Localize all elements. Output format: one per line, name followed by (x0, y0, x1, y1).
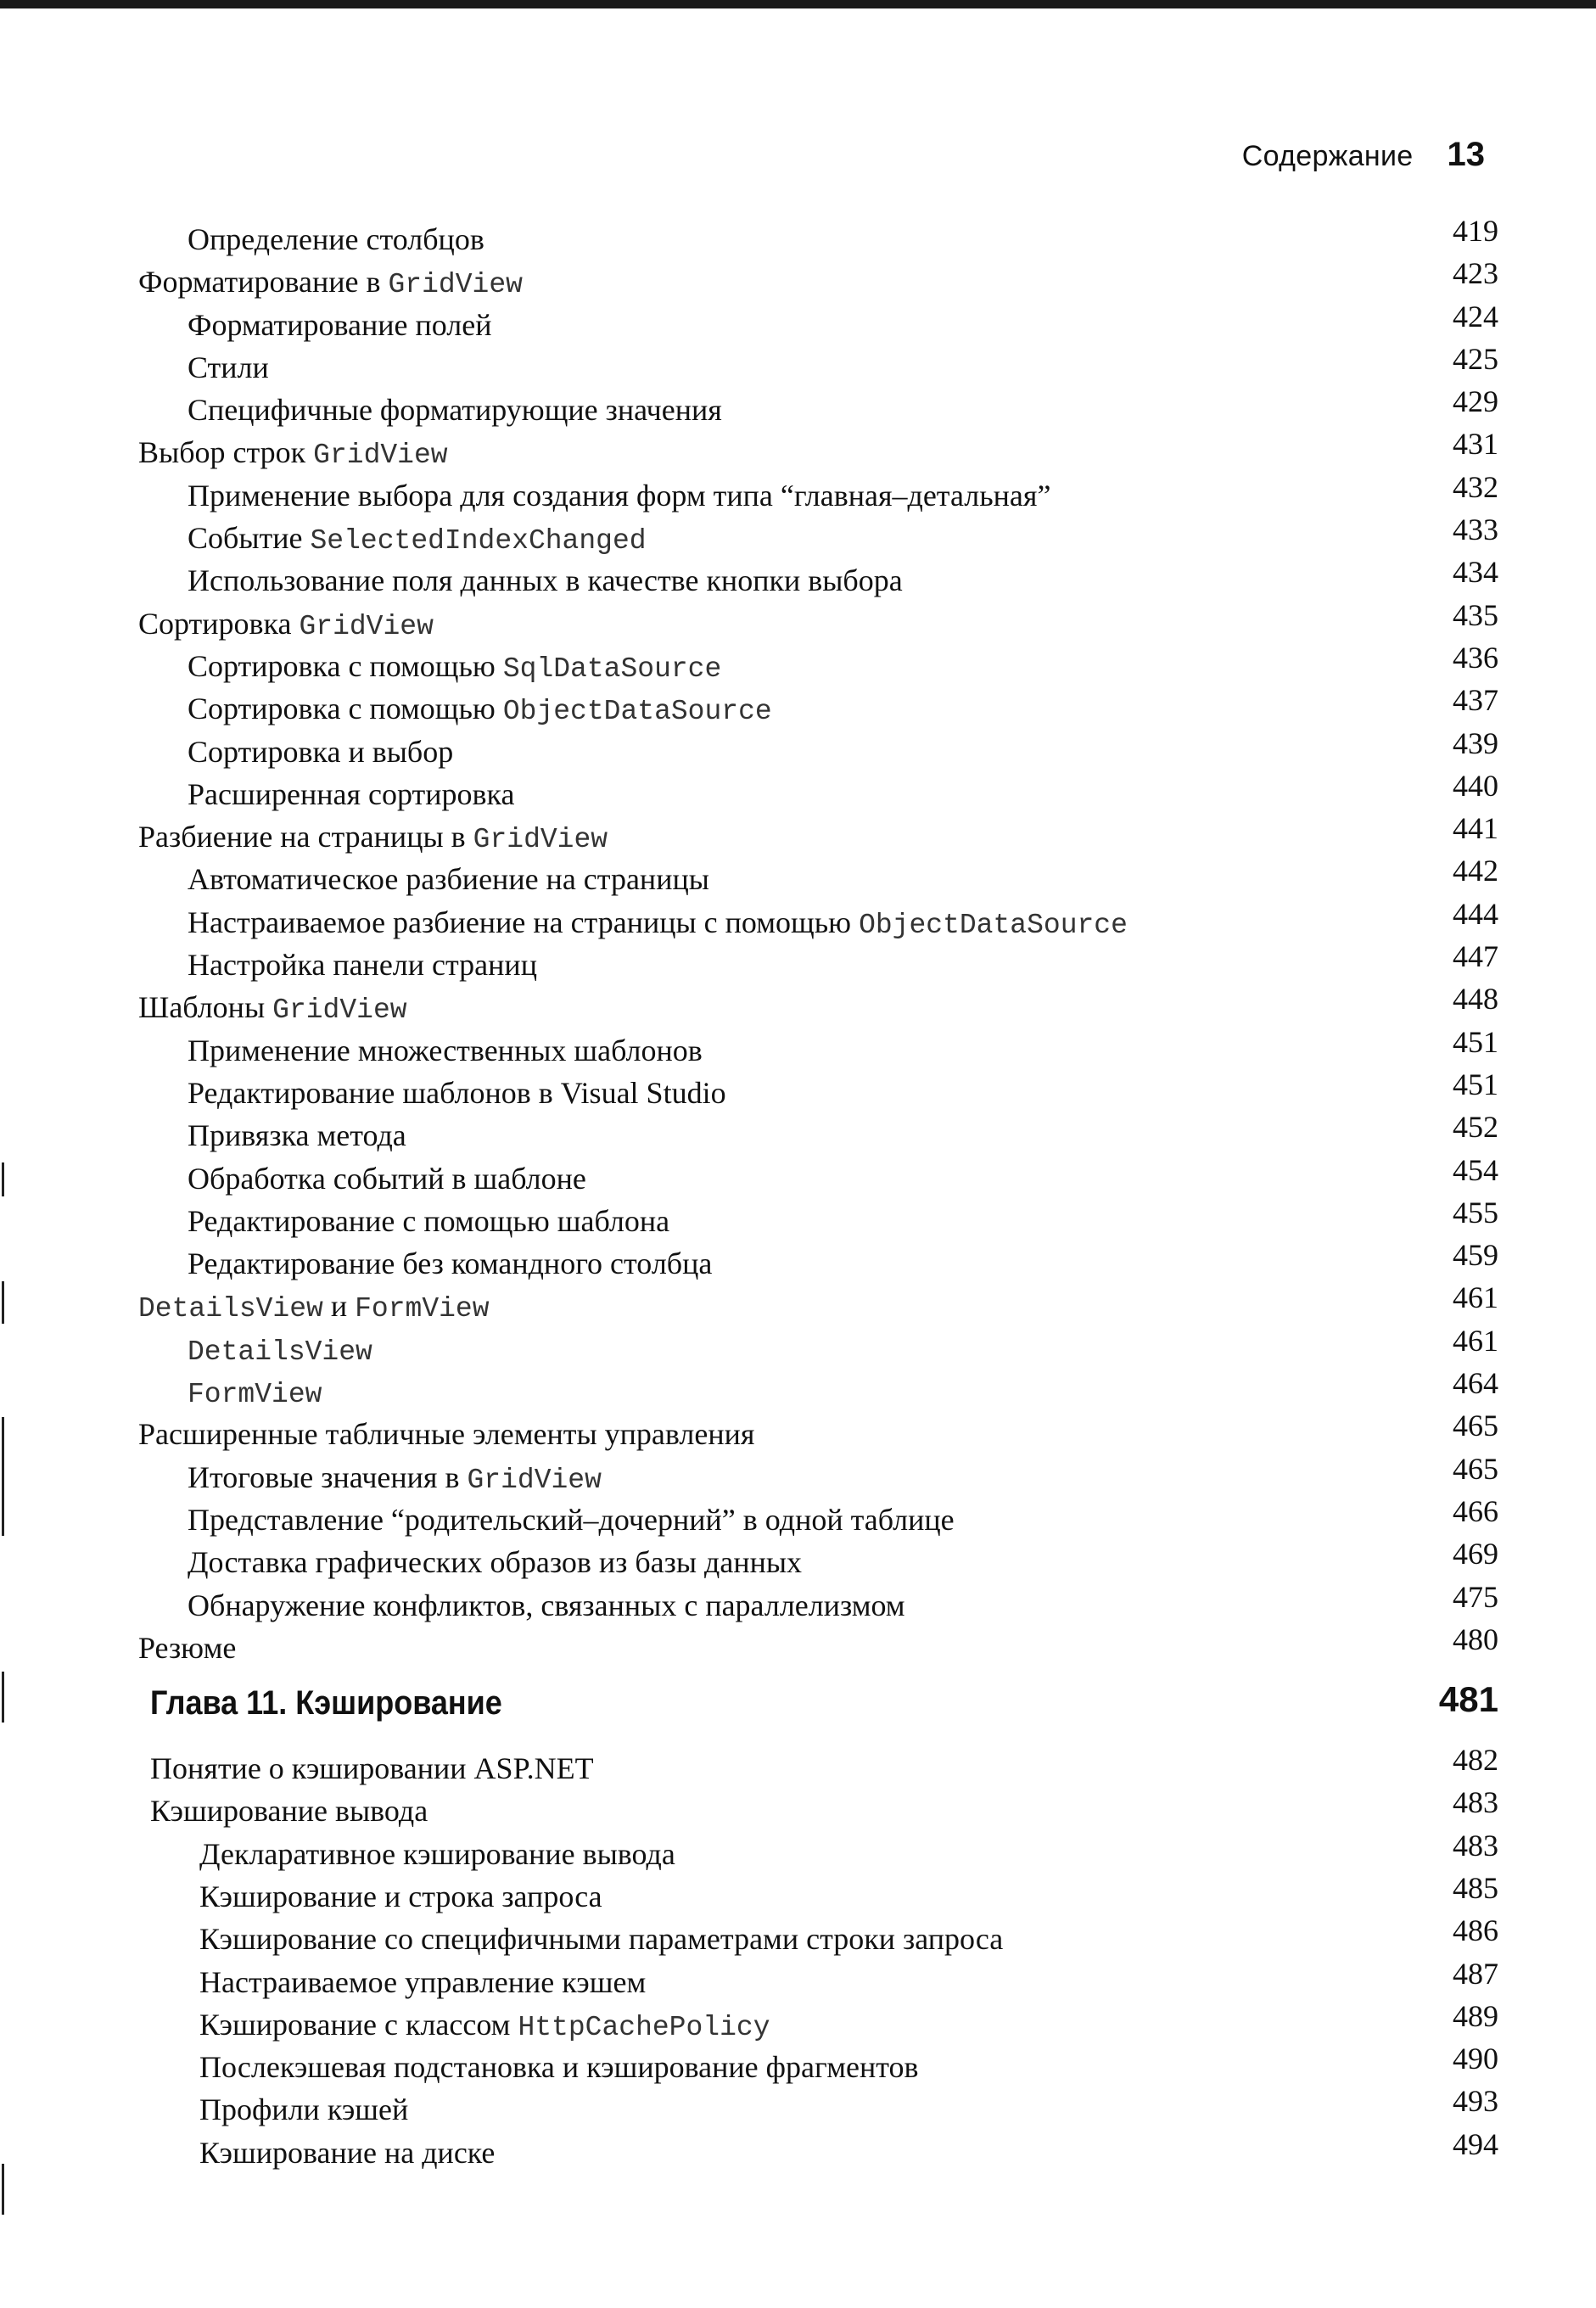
toc-entry-page: 483 (1453, 1785, 1498, 1820)
toc-entry[interactable] (0, 679, 1596, 728)
toc-entry-page: 487 (1453, 1956, 1498, 1991)
title-text: Сортировка с помощью (188, 648, 503, 683)
toc-entry-page: 424 (1453, 299, 1498, 333)
toc-entry-page: 465 (1453, 1451, 1498, 1486)
toc-entry[interactable] (0, 1276, 1596, 1325)
toc-entry-page: 452 (1453, 1110, 1498, 1145)
toc-entry-page: 441 (1453, 811, 1498, 846)
title-text: Кэширование вывода (150, 1794, 428, 1829)
toc-entry[interactable] (0, 508, 1596, 557)
title-text: Настройка панели страниц (188, 948, 537, 983)
toc-entry[interactable] (0, 807, 1596, 856)
title-text: Кэширование на диске (199, 2135, 496, 2170)
table-of-contents (0, 210, 1596, 2170)
code-identifier: ObjectDataSource (859, 909, 1128, 941)
top-border (0, 0, 1596, 8)
code-identifier: GridView (473, 824, 608, 856)
toc-entry[interactable] (0, 551, 1596, 598)
toc-entry-page: 480 (1453, 1622, 1498, 1656)
title-text: Настраиваемое управление кэшем (199, 1964, 647, 1999)
title-text: Определение столбцов (188, 222, 484, 256)
toc-entry-page: 442 (1453, 854, 1498, 888)
code-identifier: ObjectDataSource (502, 696, 772, 728)
chapter-title: Глава 11. Кэширование (150, 1684, 502, 1723)
code-identifier: FormView (188, 1379, 322, 1411)
toc-entry[interactable] (0, 423, 1596, 472)
title-text: и (322, 1289, 356, 1324)
title-text: Настраиваемое разбиение на страницы с помощью (188, 905, 860, 939)
toc-entry[interactable] (0, 1404, 1596, 1452)
code-identifier: SelectedIndexChanged (310, 525, 647, 557)
toc-entry-page: 432 (1453, 469, 1498, 504)
toc-entry[interactable] (0, 252, 1596, 301)
toc-entry[interactable] (0, 1234, 1596, 1281)
toc-entry-page: 448 (1453, 982, 1498, 1017)
code-identifier: HttpCachePolicy (518, 2011, 770, 2043)
toc-entry-page: 447 (1453, 939, 1498, 974)
title-text: Стили (188, 350, 269, 384)
toc-entry[interactable] (0, 636, 1596, 685)
toc-entry-page: 493 (1453, 2084, 1498, 2119)
toc-entry-page: 485 (1453, 1870, 1498, 1905)
title-text: Применение множественных шаблонов (188, 1033, 703, 1067)
toc-entry-page: 425 (1453, 341, 1498, 376)
toc-entry-page: 454 (1453, 1152, 1498, 1187)
toc-entry-page: 429 (1453, 384, 1498, 419)
toc-entry[interactable] (0, 1867, 1596, 1913)
toc-entry[interactable] (0, 1319, 1596, 1368)
title-text: Декларативное кэширование вывода (199, 1836, 675, 1871)
title-text: Привязка метода (188, 1118, 406, 1153)
code-identifier: GridView (313, 440, 448, 472)
code-identifier: GridView (388, 269, 523, 301)
toc-entry-page: 469 (1453, 1537, 1498, 1571)
toc-entry-page: 494 (1453, 2126, 1498, 2161)
chapter-heading[interactable] (0, 1661, 1596, 1739)
toc-entry[interactable] (0, 1106, 1596, 1153)
toc-entry[interactable] (0, 1952, 1596, 1999)
toc-entry-page: 465 (1453, 1409, 1498, 1443)
title-text: Автоматическое разбиение на страницы (188, 862, 709, 897)
toc-entry-page: 435 (1453, 597, 1498, 632)
title-text: Сортировка (138, 606, 300, 641)
toc-entry[interactable] (0, 295, 1596, 342)
title-text: Редактирование без командного столбца (188, 1246, 713, 1281)
title-text: Послекэшевая подстановка и кэширование фрагментов (199, 2050, 919, 2085)
toc-entry-page: 439 (1453, 725, 1498, 760)
toc-entry-page: 455 (1453, 1195, 1498, 1230)
title-text: Форматирование полей (188, 307, 492, 342)
toc-entry-page: 459 (1453, 1238, 1498, 1273)
toc-entry[interactable] (0, 1063, 1596, 1110)
toc-entry[interactable] (0, 2123, 1596, 2170)
toc-entry[interactable] (0, 765, 1596, 811)
title-text: Расширенные табличные элементы управления (138, 1417, 755, 1452)
toc-entry[interactable] (0, 1824, 1596, 1871)
toc-entry-page: 466 (1453, 1493, 1498, 1528)
code-identifier: FormView (355, 1293, 490, 1325)
toc-entry[interactable] (0, 849, 1596, 897)
title-text: Событие (188, 521, 311, 556)
chapter-page: 481 (1438, 1679, 1498, 1720)
toc-entry[interactable] (0, 466, 1596, 513)
title-text: Редактирование с помощью шаблона (188, 1203, 670, 1238)
title-text: Применение выбора для создания форм типа “главная–детальная” (188, 478, 1051, 513)
toc-entry-page: 431 (1453, 427, 1498, 462)
toc-entry[interactable] (0, 1781, 1596, 1829)
code-identifier: GridView (272, 994, 407, 1027)
title-text: Сортировка и выбор (188, 734, 454, 769)
toc-entry-page: 437 (1453, 683, 1498, 718)
code-identifier: DetailsView (138, 1293, 323, 1325)
title-text: Редактирование шаблонов в Visual Studio (188, 1075, 726, 1110)
toc-entry-page: 451 (1453, 1024, 1498, 1059)
toc-entry-page: 451 (1453, 1067, 1498, 1101)
toc-entry-page: 482 (1453, 1743, 1498, 1778)
title-text: Представление “родительский–дочерний” в одной таблице (188, 1502, 955, 1537)
toc-entry-page: 440 (1453, 768, 1498, 803)
toc-entry-page: 464 (1453, 1366, 1498, 1401)
code-identifier: SqlDataSource (502, 653, 722, 685)
toc-entry-page: 444 (1453, 896, 1498, 931)
toc-entry-page: 490 (1453, 2042, 1498, 2076)
toc-entry[interactable] (0, 1618, 1596, 1665)
title-text: Выбор строк (138, 435, 314, 470)
toc-entry-page: 423 (1453, 256, 1498, 291)
toc-entry[interactable] (0, 1576, 1596, 1622)
toc-entry-title (199, 2135, 495, 2171)
toc-entry[interactable] (0, 1448, 1596, 1496)
title-text: Кэширование и строка запроса (199, 1879, 602, 1913)
toc-entry-page: 461 (1453, 1280, 1498, 1315)
toc-entry[interactable] (0, 722, 1596, 769)
toc-entry-page: 489 (1453, 1998, 1498, 2033)
code-identifier: GridView (299, 610, 434, 642)
toc-entry-page: 475 (1453, 1579, 1498, 1614)
title-text: Использование поля данных в качестве кнопки выбора (188, 563, 903, 598)
toc-entry[interactable] (0, 1021, 1596, 1067)
title-text: Обработка событий в шаблоне (188, 1161, 586, 1196)
toc-entry[interactable] (0, 1532, 1596, 1580)
title-text: Шаблоны (138, 990, 273, 1025)
toc-entry[interactable] (0, 380, 1596, 428)
toc-entry[interactable] (0, 1739, 1596, 1786)
title-text: Разбиение на страницы в (138, 820, 473, 854)
running-head (1103, 136, 1485, 178)
toc-entry[interactable] (0, 1995, 1596, 2043)
title-text: Расширенная сортировка (188, 776, 515, 811)
toc-entry[interactable] (0, 935, 1596, 983)
toc-entry[interactable] (0, 594, 1596, 642)
toc-entry[interactable] (0, 1149, 1596, 1196)
page-number: 13 (1447, 136, 1485, 173)
chapter-section-list (0, 1739, 1596, 2170)
title-text: Резюме (138, 1630, 237, 1665)
toc-entry[interactable] (0, 1490, 1596, 1537)
toc-entry[interactable] (0, 978, 1596, 1027)
toc-entry[interactable] (0, 1191, 1596, 1238)
toc-entry-page: 436 (1453, 640, 1498, 675)
code-identifier: GridView (467, 1464, 602, 1496)
toc-section-list (0, 210, 1596, 1665)
title-text: Кэширование с классом (199, 2007, 518, 2042)
toc-entry-page: 433 (1453, 513, 1498, 547)
title-text: Понятие о кэшировании ASP.NET (150, 1751, 594, 1786)
toc-entry[interactable] (0, 893, 1596, 941)
toc-entry[interactable] (0, 2037, 1596, 2085)
title-text: Сортировка с помощью (188, 692, 503, 726)
toc-entry[interactable] (0, 210, 1596, 256)
title-text: Профили кэшей (199, 2092, 409, 2127)
title-text: Форматирование в (138, 265, 389, 300)
title-text: Обнаружение конфликтов, связанных с параллелизмом (188, 1588, 905, 1622)
toc-entry[interactable] (0, 1909, 1596, 1957)
toc-entry-page: 483 (1453, 1828, 1498, 1863)
toc-entry-page: 461 (1453, 1323, 1498, 1358)
title-text: Кэширование со специфичными параметрами строки запроса (199, 1922, 1004, 1957)
toc-entry[interactable] (0, 1362, 1596, 1411)
title-text: Специфичные форматирующие значения (188, 393, 722, 428)
toc-entry-page: 486 (1453, 1913, 1498, 1948)
running-head-title: Содержание (1241, 140, 1414, 172)
toc-entry-page: 419 (1453, 214, 1498, 248)
code-identifier: DetailsView (188, 1336, 372, 1368)
toc-entry-page: 434 (1453, 555, 1498, 590)
title-text: Доставка графических образов из базы данных (188, 1545, 803, 1580)
toc-entry[interactable] (0, 338, 1596, 384)
toc-entry[interactable] (0, 2080, 1596, 2127)
title-text: Итоговые значения в (188, 1459, 468, 1494)
